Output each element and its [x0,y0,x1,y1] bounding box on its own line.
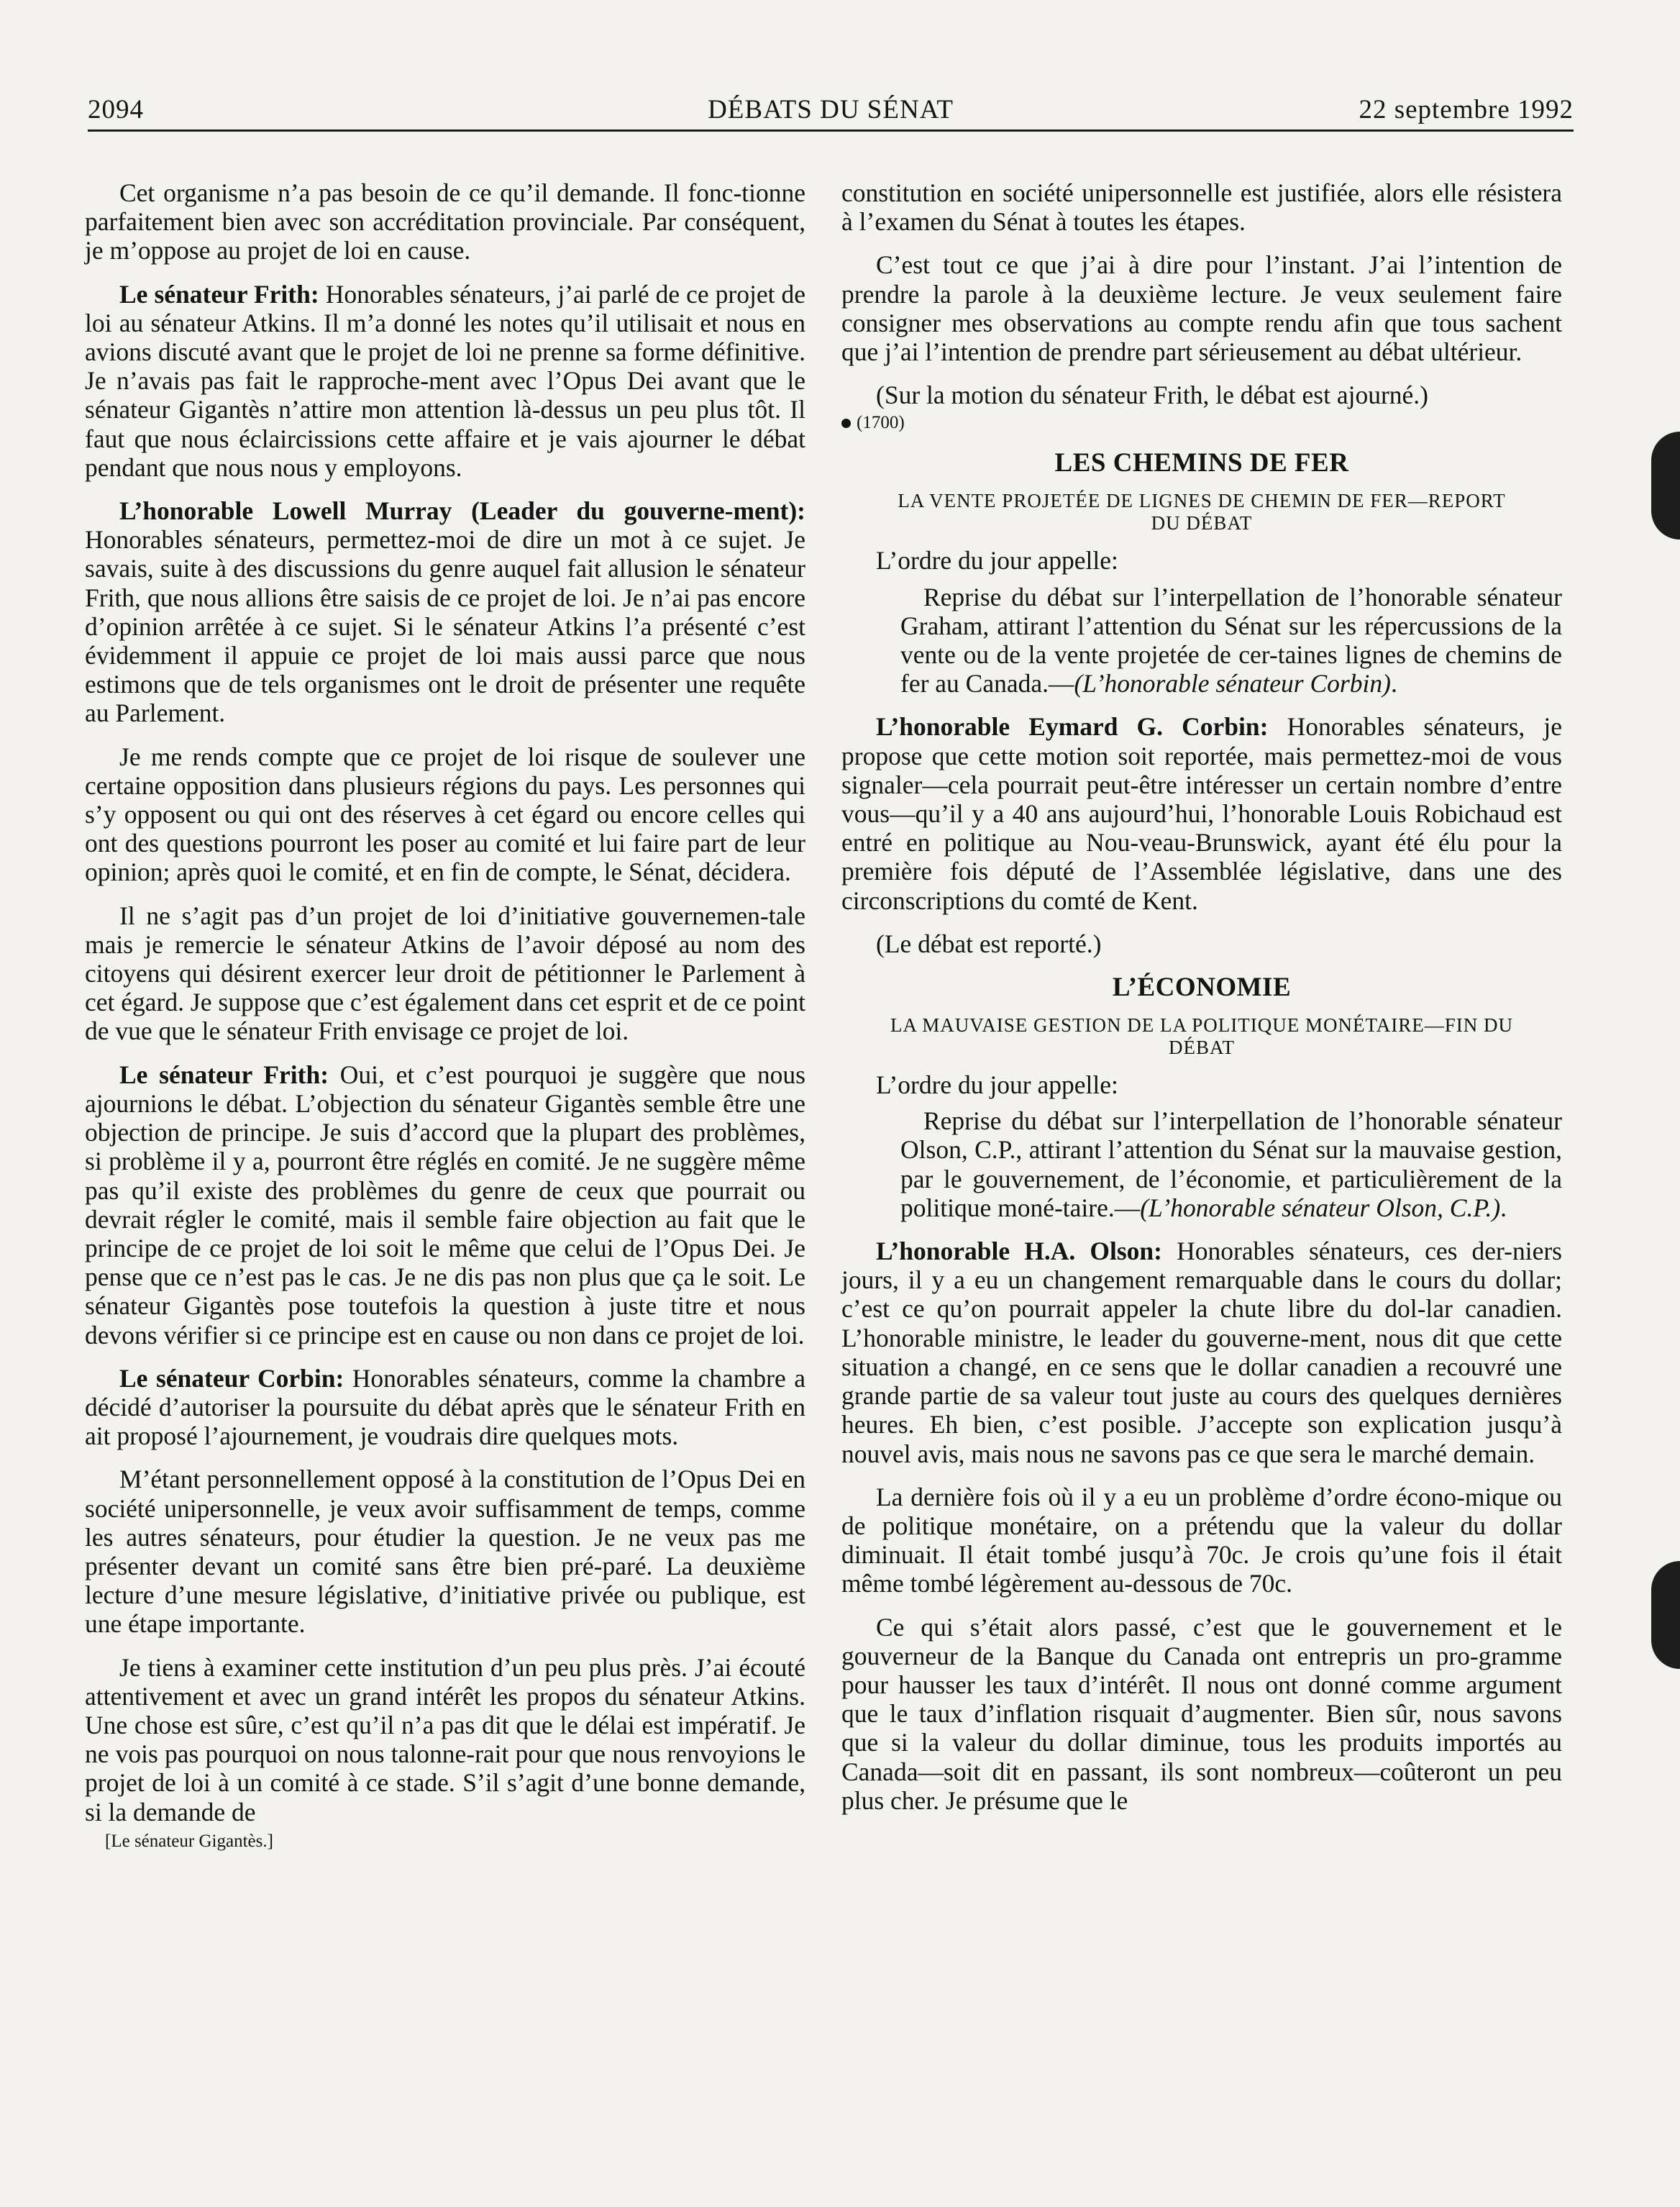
publication-title: DÉBATS DU SÉNAT [708,95,954,124]
paragraph: Il ne s’agit pas d’un projet de loi d’initiative gouvernemen-tale mais je remercie le sénateur Atkins de l’avoir déposé au nom des citoyens qui désirent exercer leur droit de pétitionner le Parlement à cet égard. Je suppose que c’est également dans cet esprit et de ce point de vue que le sénateur Frith envisage ce projet de loi. [85,901,805,1046]
paragraph: Ce qui s’était alors passé, c’est que le gouvernement et le gouverneur de la Banque du Canada ont entrepris un pro-gramme pour hausser les taux d’intérêt. Il nous ont donné comme argument que le taux d’inflation risquait d’augmenter. Bien sûr, nous savons que si la valeur du dollar diminue, tous les produits importés au Canada—soit dit en passant, ils sont nombreux—coûteront un peu plus cher. Je présume que le [841,1612,1562,1815]
speaker-name: Le sénateur Corbin: [119,1363,344,1393]
inquiry-end: . [1500,1193,1507,1222]
speaker-name: L’honorable H.A. Olson: [876,1237,1163,1266]
paragraph [85,496,805,728]
paragraph: La dernière fois où il y a eu un problème d’ordre écono-mique ou de politique monétaire, on a prétendu que la valeur du dollar diminuait. Il était tombé jusqu’à 70c. Je crois qu’une fois il était même tombé légèrement au-dessous de 70c. [841,1482,1562,1598]
binding-hole-mark [1651,1561,1680,1669]
speech-text: Honorables sénateurs, permettez-moi de dire un mot à ce sujet. Je savais, suite à des discussions du genre auquel fait allusion le sénateur Frith, que nous allions être saisis de ce projet de loi. Je n’ai pas encore d’opinion arrêtée à ce sujet. Si le sénateur Atkins l’a présenté c’est évidemment il appuie ce projet de loi mais aussi parce que nous estimons que de tels organismes ont le droit de présenter une requête au Parlement. [85,525,805,728]
section-subtitle: LA VENTE PROJETÉE DE LIGNES DE CHEMIN DE FER—REPORT DU DÉBAT [898,490,1506,534]
order-of-day: L’ordre du jour appelle: [876,546,1118,575]
section-title: LES CHEMINS DE FER [1054,448,1349,478]
binding-hole-mark [1651,432,1680,540]
inquiry-end: . [1390,669,1397,698]
page-number: 2094 [88,95,144,124]
timestamp [841,412,1562,434]
speech-text: Honorables sénateurs, ces der-niers jours, il y a eu un changement remarquable dans le cours du dollar; c’est ce qu’on pourrait appeler la chute libre du dol-lar canadien. L’honorable ministre, le leader du gouverne-ment, nous dit que cette situation a changé, en ce sens que le dollar canadien a recouvré une grande partie de sa valeur tout juste au cours des quelques dernières heures. Eh bien, c’est posible. J’accepte son explication jusqu’à nouvel avis, mais nous ne savons pas ce que sera le marché demain. [841,1237,1562,1468]
section-subtitle: LA MAUVAISE GESTION DE LA POLITIQUE MONÉTAIRE—FIN DU DÉBAT [890,1014,1514,1059]
paragraph: Je tiens à examiner cette institution d’un peu plus près. J’ai écouté attentivement et avec un grand intérêt les propos du sénateur Atkins. Une chose est sûre, c’est qu’il n’a pas dit que le délai est impératif. Je ne vois pas pourquoi on nous talonne-rait pour que nous renvoyions le projet de loi à un comité à ce stade. S’il s’agit d’une bonne demande, si la demande de [85,1652,805,1826]
paragraph: (Sur la motion du sénateur Frith, le débat est ajourné.) [876,381,1428,410]
section-title: L’ÉCONOMIE [1112,973,1292,1003]
bullet-icon [841,419,851,428]
inquiry-text [900,1106,1562,1222]
page-header [88,91,1574,132]
inquiry-body: Reprise du débat sur l’interpellation de l’honorable sénateur Olson, C.P., attirant l’attention du Sénat sur la mauvaise gestion, par le gouvernement, de l’économie, et particulièrement de la politique moné-taire.— [900,1106,1562,1222]
speaker-continuation-note: [Le sénateur Gigantès.] [105,1831,273,1851]
speaker-name: Le sénateur Frith: [119,279,319,309]
speech-text: Honorables sénateurs, j’ai parlé de ce projet de loi au sénateur Atkins. Il m’a donné les notes qu’il utilisait et nous en avions discuté avant que le projet de loi ne prenne sa forme définitive. Je n’avais pas fait le rapproche-ment avec l’Opus Dei avant que le sénateur Gigantès n’attire mon attention là-dessus un peu plus tôt. Il faut que nous éclaircissions cette affaire et je vais ajourner le débat pendant que nous nous y employons. [85,279,805,482]
paragraph: constitution en société unipersonnelle est justifiée, alors elle résistera à l’examen du Sénat à toutes les étapes. [841,178,1562,237]
paragraph: Je me rends compte que ce projet de loi risque de soulever une certaine opposition dans plusieurs régions du pays. Les personnes qui s’y opposent ou qui ont des réserves à cet égard ou encore celles qui ont des questions pourront les poser au comité et lui faire part de leur opinion; après quoi le comité, et en fin de compte, le Sénat, décidera. [85,742,805,887]
paragraph [85,280,805,482]
left-column [85,178,805,1852]
paragraph [841,712,1562,914]
paragraph [85,1364,805,1451]
order-of-day: L’ordre du jour appelle: [876,1070,1118,1100]
page-date: 22 septembre 1992 [1359,95,1574,124]
right-column [841,178,1562,1829]
speech-text: Oui, et c’est pourquoi je suggère que nous ajournions le débat. L’objection du sénateur Gigantès semble être une objection de principe. Je suis d’accord que la plupart des problèmes, si problème il y a, pourront être réglés en comité. Je ne suggère même pas qu’il existe des problèmes du genre de ceux que pourrait ou devrait régler le comité, mais il semble faire objection au fait que le principe de ce projet de loi soit le même que celui de l’Opus Dei. Je pense que ce n’est pas le cas. Je ne dis pas non plus que ça le soit. Le sénateur Gigantès pose toutefois la question à juste titre et nous devons vérifier si ce principe est en cause ou non dans ce projet de loi. [85,1060,805,1350]
speaker-name: L’honorable Lowell Murray (Leader du gouverne-ment): [119,496,805,526]
speaker-name: L’honorable Eymard G. Corbin: [876,712,1269,742]
paragraph [841,1237,1562,1468]
paragraph [85,1060,805,1350]
inquiry-text [900,583,1562,698]
speech-text: Honorables sénateurs, je propose que cette motion soit reportée, mais permettez-moi de vous signaler—cela pourrait peut-être intéresser un certain nombre d’entre vous—qu’il y a 40 ans aujourd’hui, l’honorable Louis Robichaud est entré en politique au Nou-veau-Brunswick, ayant été élu pour la première fois député de l’Assemblée législative, dans une des circonscriptions du comté de Kent. [841,712,1563,915]
inquiry-attribution: (L’honorable sénateur Corbin) [1074,669,1391,698]
speech-text: Honorables sénateurs, comme la chambre a décidé d’autoriser la poursuite du débat après que le sénateur Frith en ait proposé l’ajournement, je voudrais dire quelques mots. [85,1363,805,1451]
inquiry-body: Reprise du débat sur l’interpellation de l’honorable sénateur Graham, attirant l’attention du Sénat sur les répercussions de la vente ou de la vente projetée de cer-taines lignes de chemins de fer au Canada.— [900,582,1562,698]
paragraph: Cet organisme n’a pas besoin de ce qu’il demande. Il fonc-tionne parfaitement bien avec son accréditation provinciale. Par conséquent, je m’oppose au projet de loi en cause. [85,178,805,265]
inquiry-attribution: (L’honorable sénateur Olson, C.P.) [1140,1193,1501,1222]
paragraph: M’étant personnellement opposé à la constitution de l’Opus Dei en société unipersonnelle, je veux avoir suffisamment de temps, comme les autres sénateurs, pour étudier la question. Je ne veux pas me présenter devant un comité sans être bien pré-paré. La deuxième lecture d’une mesure législative, d’initiative privée ou publique, est une étape importante. [85,1465,805,1639]
paragraph: (Le débat est reporté.) [876,929,1102,958]
speaker-name: Le sénateur Frith: [119,1060,329,1089]
timestamp-text: (1700) [857,413,905,433]
paragraph: C’est tout ce que j’ai à dire pour l’instant. J’ai l’intention de prendre la parole à la deuxième lecture. Je veux seulement faire consigner mes observations au compte rendu afin que tous sachent que j’ai l’intention de prendre part sérieusement au débat ultérieur. [841,250,1562,367]
